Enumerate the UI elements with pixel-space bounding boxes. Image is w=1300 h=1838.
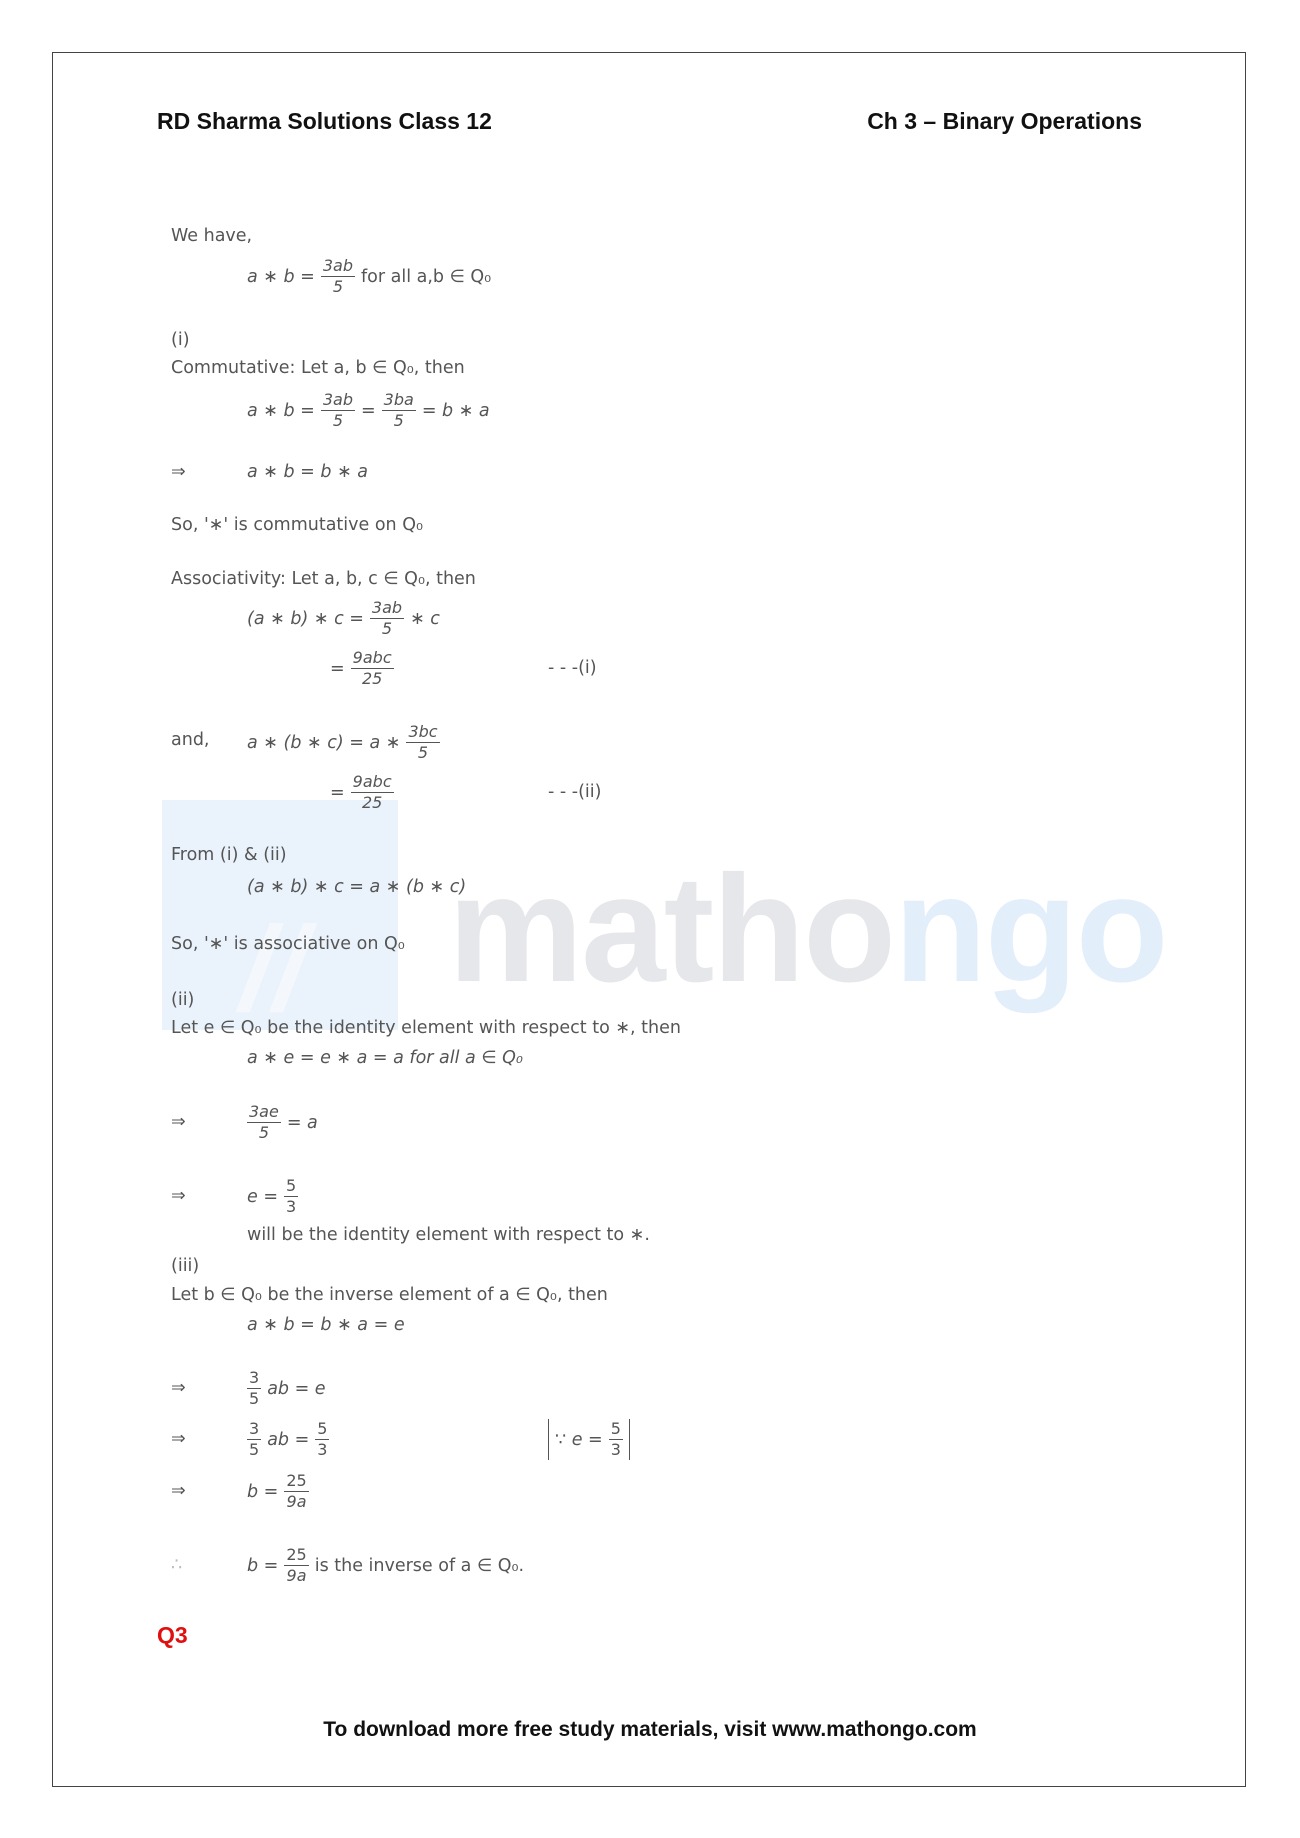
implies-symbol: ⇒ [171,1112,186,1132]
therefore-symbol: ∴ [171,1555,183,1575]
fraction: $\frac{3}{5}$ [249,1368,260,1408]
expr: a ∗ b = [247,266,315,287]
fraction: $\frac{\text{9abc}}{25}$ [352,772,392,812]
expr: = b ∗ a [421,400,490,421]
implies-symbol: ⇒ [171,1378,186,1398]
fraction: $\frac{3ae}{5}$ [249,1102,279,1142]
identity-text: Let e ∈ Q₀ be the identity element with respect to ∗, then [171,1018,681,1038]
assoc-conclusion: So, '∗' is associative on Q₀ [171,934,405,954]
inverse-text: Let b ∈ Q₀ be the inverse element of a ∈ Q₀, then [171,1285,608,1305]
part-i-label: (i) [171,330,190,350]
watermark-text [448,842,1167,1017]
fraction: $\frac{5}{3}$ [610,1419,621,1459]
footer-text: To download more free study materials, visit www.mathongo.com [323,1718,977,1741]
fraction: $\frac{5}{3}$ [317,1419,328,1459]
fraction: $\frac{25}{9a}$ [286,1471,307,1511]
expr: = [361,400,376,421]
fraction: $\frac{3ba}{5}$ [383,390,414,430]
inverse-step-2: $\frac{3}{5}$ ab = $\frac{5}{3}$ [249,1419,328,1459]
expr: a ∗ b = [247,400,315,421]
commutative-formula [247,390,490,431]
fraction: $\frac{3ab}{5}$ [322,256,353,296]
inverse-step-3: b = $\frac{25}{9a}$ [247,1471,307,1511]
implies-symbol: ⇒ [171,462,186,482]
we-have: We have, [171,226,253,246]
definition-formula [247,256,491,297]
implies-symbol: ⇒ [171,1429,186,1449]
implies-symbol: ⇒ [171,1186,186,1206]
commutative-text: Commutative: Let a, b ∈ Q₀, then [171,358,465,378]
since-note: ∵ e = $\frac{5}{3}$ [548,1419,630,1460]
from-i-ii: From (i) & (ii) [171,845,287,865]
assoc-result: (a ∗ b) ∗ c = a ∗ (b ∗ c) [247,877,467,897]
header-chapter-title: Ch 3 – Binary Operations [867,108,1142,134]
watermark-text-a: matho [448,844,894,1014]
watermark-text-b: ngo [894,844,1167,1014]
commutative-result: a ∗ b = b ∗ a [247,462,369,482]
assoc-formula-4: = $\frac{\text{9abc}}{25}$ [330,772,392,812]
watermark-logo-mark: // [240,902,307,1036]
part-iii-label: (iii) [171,1256,200,1276]
associativity-text: Associativity: Let a, b, c ∈ Q₀, then [171,569,476,589]
part-ii-label: (ii) [171,990,195,1010]
identity-step-2: e = $\frac{5}{3}$ [247,1176,297,1216]
fraction: $\frac{3ab}{5}$ [322,390,353,430]
fraction: $\frac{3ab}{5}$ [371,598,403,638]
expr: for all a,b ∈ Q₀ [361,266,492,287]
fraction: $\frac{25}{9a}$ [286,1545,307,1585]
fraction: $\frac{3}{5}$ [249,1419,260,1459]
header-book-title: RD Sharma Solutions Class 12 [157,108,492,134]
fraction: $\frac{3bc}{5}$ [408,722,438,762]
commutative-conclusion: So, '∗' is commutative on Q₀ [171,515,423,535]
identity-conclusion: will be the identity element with respect to ∗. [247,1225,650,1245]
question-label: Q3 [157,1622,188,1648]
inverse-equation: a ∗ b = b ∗ a = e [247,1315,405,1335]
equation-tag-ii: - - -(ii) [548,782,602,802]
assoc-formula-3: a ∗ (b ∗ c) = a ∗ $\frac{3bc}{5}$ [247,722,438,762]
inverse-step-1: $\frac{3}{5}$ ab = e [249,1368,326,1408]
and-label: and, [171,730,210,750]
assoc-formula-1: (a ∗ b) ∗ c = $\frac{3ab}{5}$ ∗ c [247,598,440,638]
identity-step-1: $\frac{3ae}{5}$ = a [249,1102,318,1142]
implies-symbol: ⇒ [171,1481,186,1501]
equation-tag-i: - - -(i) [548,658,597,678]
fraction: $\frac{\text{9abc}}{25}$ [352,648,392,688]
inverse-conclusion: b = $\frac{25}{9a}$ is the inverse of a ∈ Q₀. [247,1545,525,1585]
assoc-formula-2: = $\frac{\text{9abc}}{25}$ [330,648,392,688]
identity-equation: a ∗ e = e ∗ a = a for all a ∈ Q₀ [247,1048,523,1068]
fraction: $\frac{5}{3}$ [286,1176,297,1216]
